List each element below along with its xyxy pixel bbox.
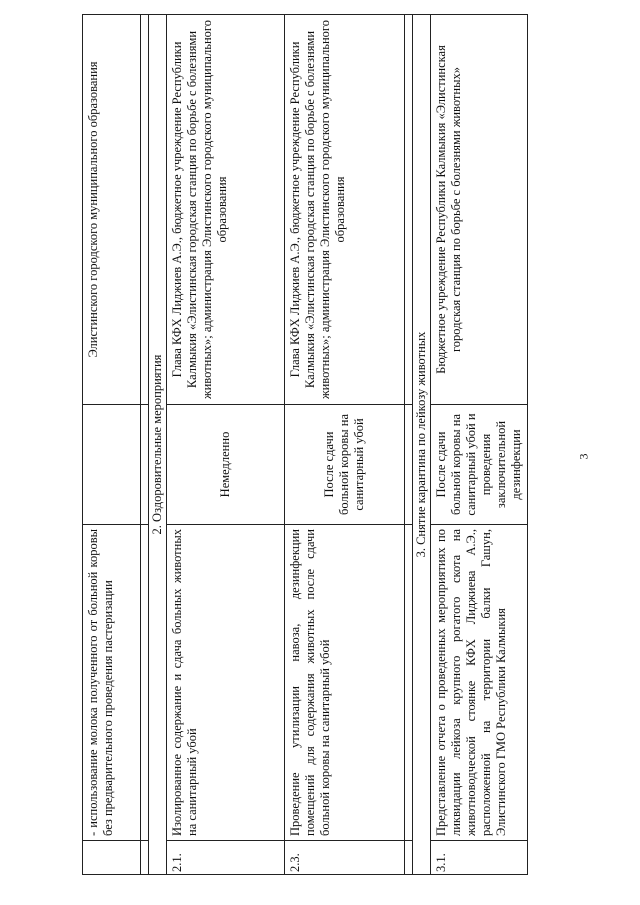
responsible-cell: Бюджетное учреждение Республики Калмыкия «Элистинская городская станция по борьбе с болезнями животных» — [431, 15, 528, 405]
empty-cell — [405, 405, 413, 525]
section-header-row — [413, 15, 431, 875]
row-number-cell: 2.1. — [167, 841, 285, 875]
empty-cell — [405, 841, 413, 875]
term-cell: После сдачи больной коровы на санитарный убой и проведения заключительной дезинфекции — [431, 405, 528, 525]
measure-cell: Изолированное содержание и сдача больных животных на санитарный убой — [167, 525, 285, 841]
section-header-row — [149, 15, 167, 875]
section-title: 2. Оздоровительные мероприятия — [149, 15, 167, 875]
table-row — [83, 15, 141, 875]
empty-cell — [405, 15, 413, 405]
measure-cell: Представление отчета о проведенных мероприятиях по ликвидации лейкоза крупного рогатого скота на животноводческой стоянке КФХ Лиджиева А.Э., расположенной на территории балки Гашун, Элистинского ГМО Республики Калмыкия — [431, 525, 528, 841]
term-cell: После сдачи больной коровы на санитарный убой — [285, 405, 405, 525]
responsible-cell: Глава КФХ Лиджиев А.Э., бюджетное учреждение Республики Калмыкия «Элистинская городская станция по борьбе с болезнями животных»; администрация Элистинского городского муниципального образования — [285, 15, 405, 405]
term-cell — [83, 405, 141, 525]
term-cell: Немедленно — [167, 405, 285, 525]
table-row — [405, 15, 413, 875]
row-number-cell — [83, 841, 141, 875]
empty-cell — [405, 525, 413, 841]
measure-cell: - использование молока полученного от больной коровы без предварительного проведения пастеризации — [83, 525, 141, 841]
table-row — [285, 15, 405, 875]
rotated-page-content — [82, 15, 523, 875]
row-number-cell: 3.1. — [431, 841, 528, 875]
table-row — [141, 15, 149, 875]
empty-cell — [141, 405, 149, 525]
responsible-cell: Элистинского городского муниципального образования — [83, 15, 141, 405]
table-row — [431, 15, 528, 875]
row-number-cell: 2.3. — [285, 841, 405, 875]
empty-cell — [141, 841, 149, 875]
empty-cell — [141, 525, 149, 841]
empty-cell — [141, 15, 149, 405]
responsible-cell: Глава КФХ Лиджиев А.Э., бюджетное учреждение Республики Калмыкия «Элистинская городская станция по борьбе с болезнями животных»; администрация Элистинского городского муниципального образования — [167, 15, 285, 405]
table-row — [167, 15, 285, 875]
measure-cell: Проведение утилизации навоза, дезинфекции помещений для содержания животных после сдачи больной коровы на санитарный убой — [285, 525, 405, 841]
measures-table — [82, 14, 528, 875]
section-title: 3. Снятие карантина по лейкозу животных — [413, 15, 431, 875]
page-number: 3 — [576, 453, 591, 460]
